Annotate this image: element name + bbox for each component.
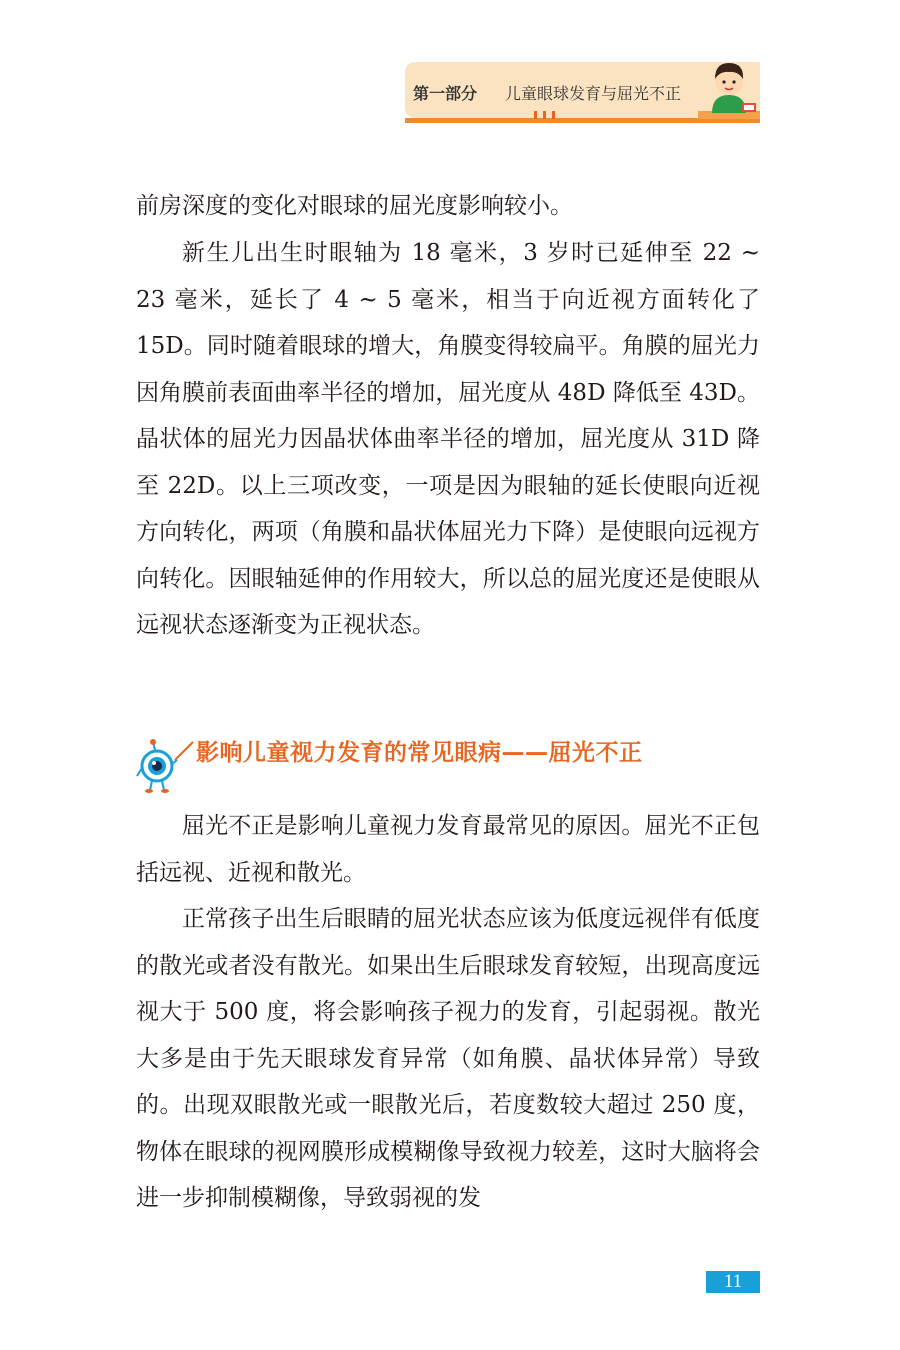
paragraph-refractive-error-intro: 屈光不正是影响儿童视力发育最常见的原因。屈光不正包括远视、近视和散光。	[136, 813, 760, 886]
paragraph-eye-development: 新生儿出生时眼轴为 18 毫米，3 岁时已延伸至 22 ~ 23 毫米，延长了 4 ~ 5 毫米，相当于向近视方面转化了 15D。同时随着眼球的增大，角膜变得较扁平。角膜的屈光力因角膜前表面曲率半径的增加，屈光度从 48D 降低至 43D。晶状体的屈光力因晶状体曲率半径的增加，屈光度从 31D 降至 22D。以上三项改变，一项是因为眼轴的延长使眼向近视方向转化，两项（角膜和晶状体屈光力下降）是使眼向远视方向转化。因眼轴延伸的作用较大，所以总的屈光度还是使眼从远视状态逐渐变为正视状态。	[136, 240, 760, 638]
page-number: 11	[706, 1271, 760, 1293]
eyeball-mascot-icon	[135, 738, 195, 794]
paragraph-normal-refraction: 正常孩子出生后眼睛的屈光状态应该为低度远视伴有低度的散光或者没有散光。如果出生后眼球发育较短，出现高度远视大于 500 度，将会影响孩子视力的发育，引起弱视。散光大多是由于先天眼球发育异常（如角膜、晶状体异常）导致的。出现双眼散光或一眼散光后，若度数较大超过 250 度，物体在眼球的视网膜形成模糊像导致视力较差，这时大脑将会进一步抑制模糊像，导致弱视的发	[136, 906, 760, 1211]
section-heading: 影响儿童视力发育的常见眼病——屈光不正	[196, 740, 643, 766]
paragraph-continuation: 前房深度的变化对眼球的屈光度影响较小。	[136, 193, 573, 219]
part-label: 第一部分	[413, 84, 478, 103]
chapter-title: 儿童眼球发育与屈光不正	[505, 84, 682, 103]
banner-ticks-decoration	[532, 111, 562, 123]
studying-kid-icon	[698, 55, 760, 123]
